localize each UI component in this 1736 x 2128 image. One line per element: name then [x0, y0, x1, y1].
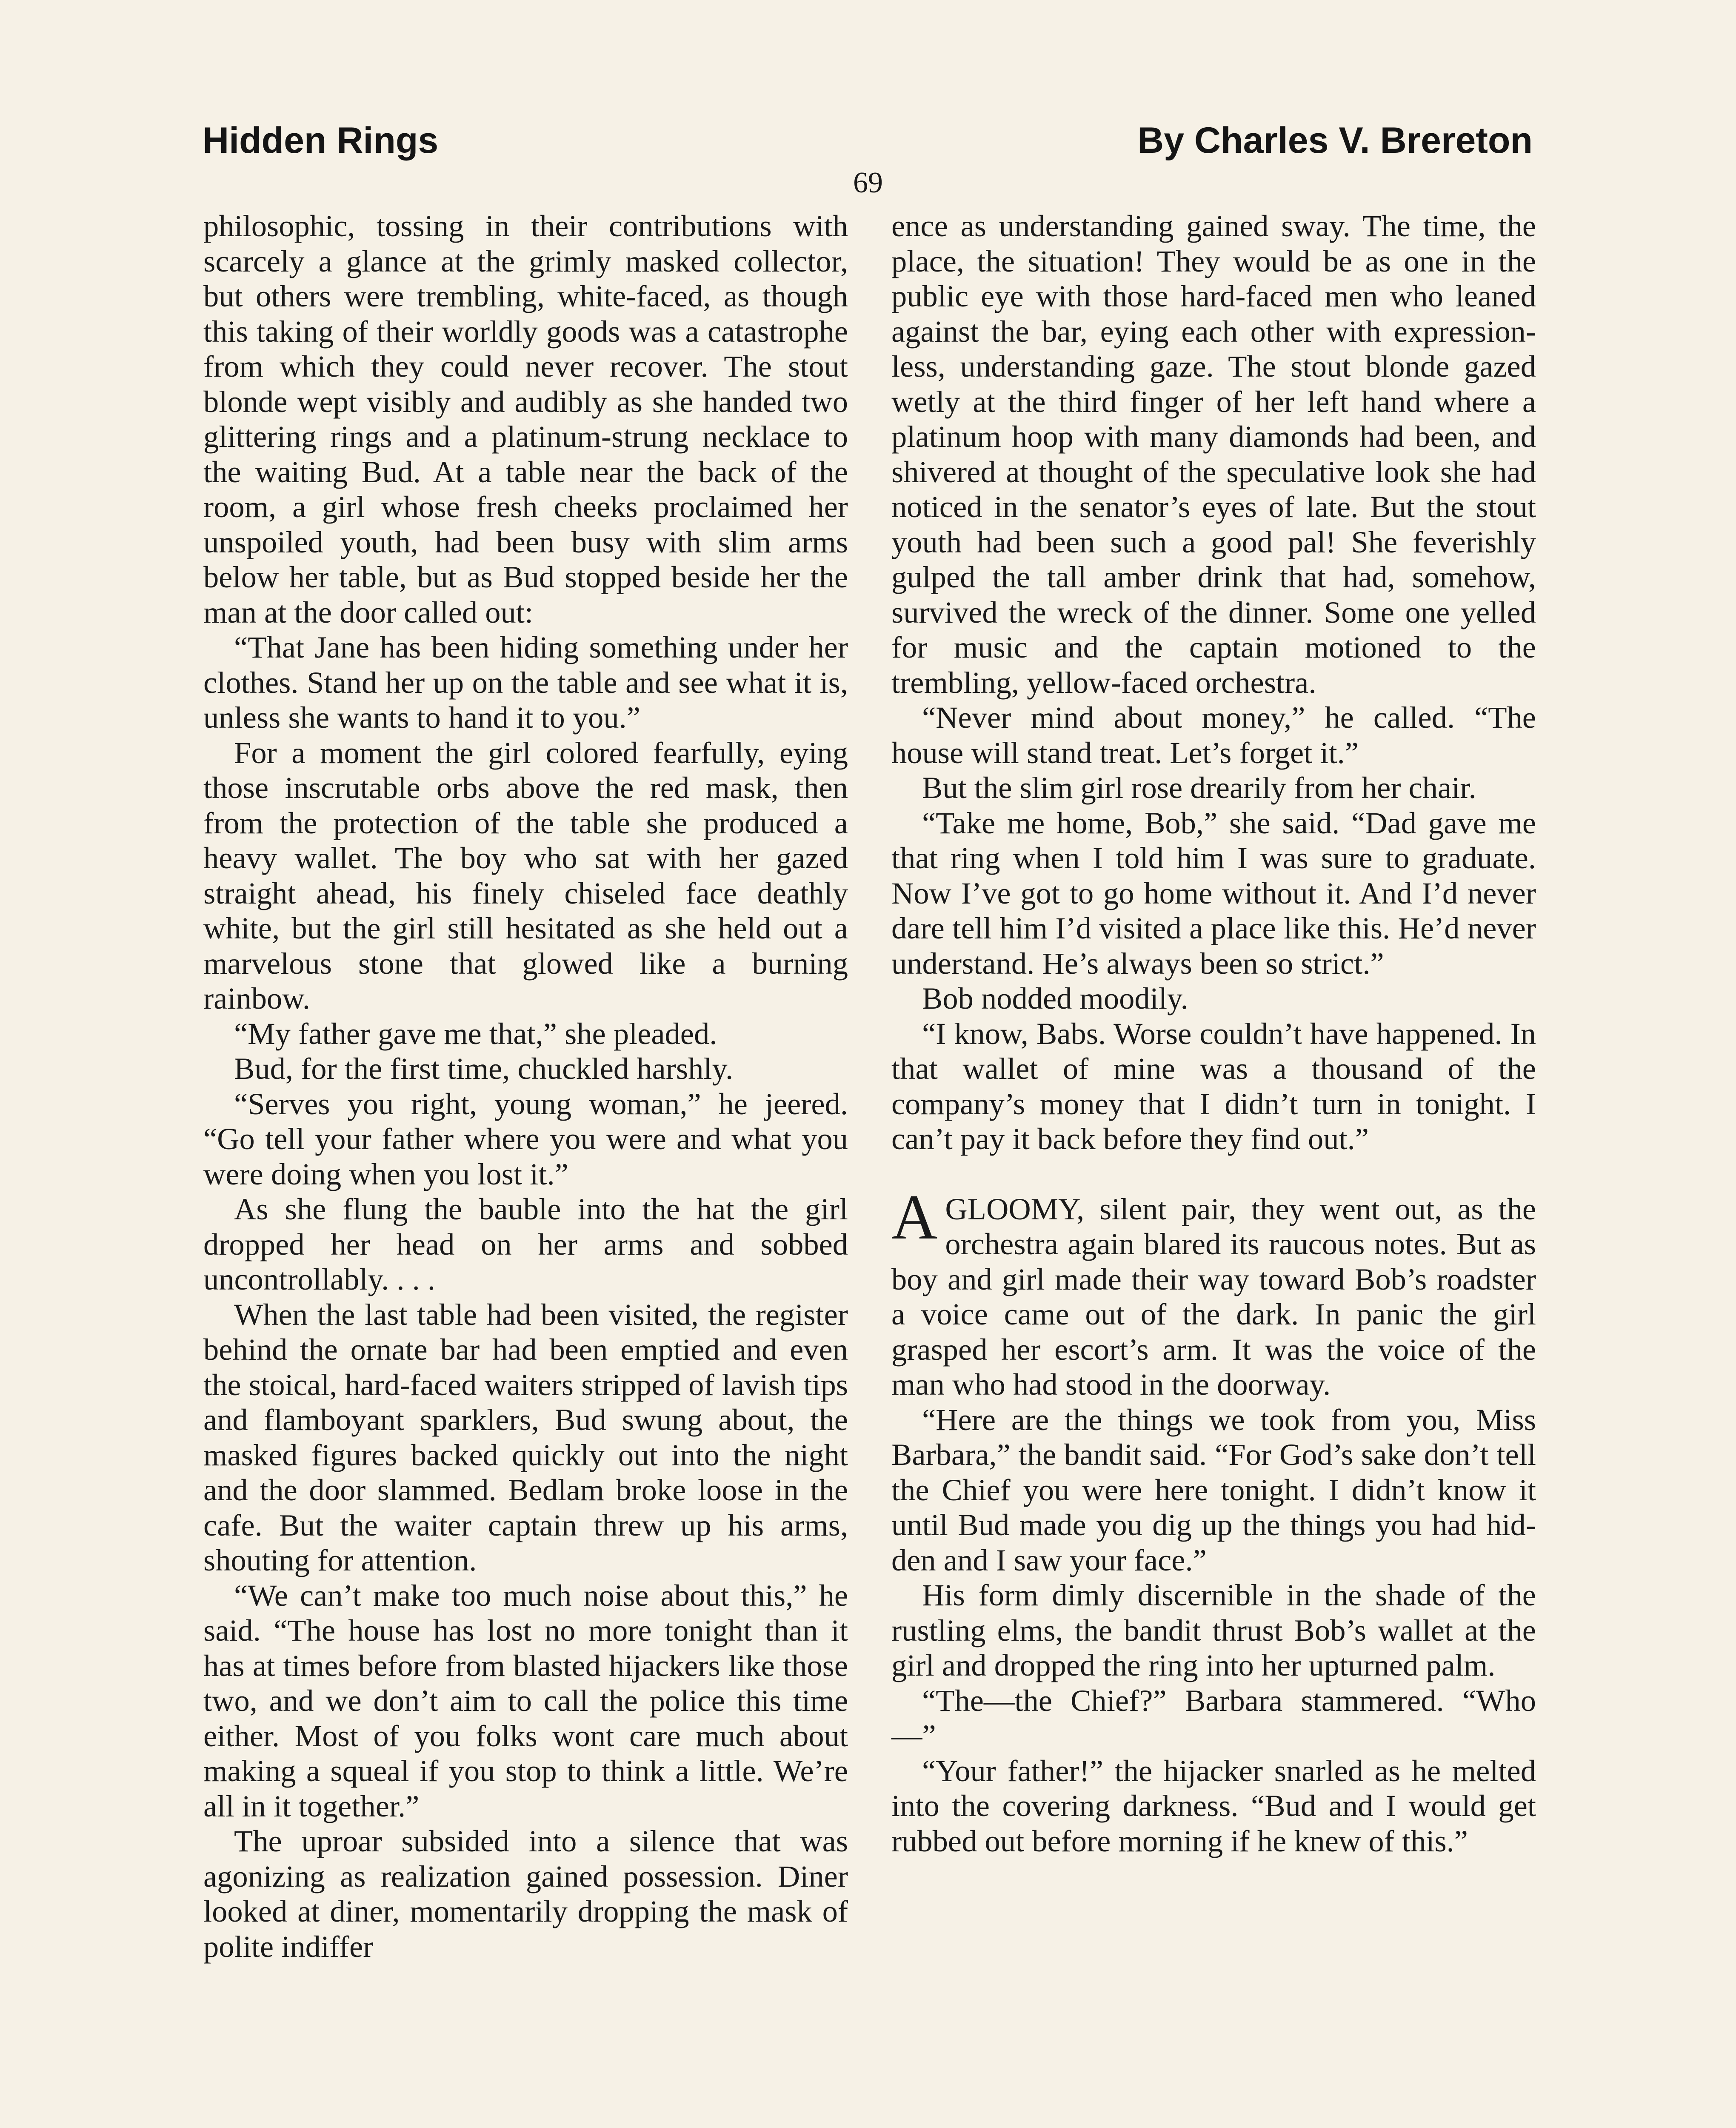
paragraph: “Your father!” the hijacker snarled as he melted into the covering darkness. “Bud and I would get rubbed out before morning if he knew of this.” — [891, 1753, 1536, 1858]
section-opening-text: GLOOMY, silent pair, they went out, as the orchestra again blared its raucous notes. But as boy and girl made their way toward Bob’s roadster a voice came out of the dark. In panic the girl grasped her escort’s arm. It was the voice of the man who had stood in the doorway. — [891, 1191, 1536, 1402]
section-opening-paragraph — [891, 1181, 1536, 1402]
paragraph: “Here are the things we took from you, Miss Barbara,” the bandit said. “For God’s sake don’t tell the Chief you were here tonight. I didn’t know it until Bud made you dig up the things you had hidden and I saw your face.” — [891, 1402, 1536, 1577]
author-byline: By Charles V. Brereton — [1137, 120, 1533, 161]
paragraph: “We can’t make too much noise about this,” he said. “The house has lost no more tonight than it has at times before from blasted hijackers like those two, and we don’t aim to call the police this time either. Most of you folks wont care much about making a squeal if you stop to think a little. We’re all in it together.” — [203, 1578, 848, 1823]
paragraph: Bob nodded moodily. — [922, 981, 1188, 1015]
paragraph: philosophic, tossing in their contributions with scarcely a glance at the grimly masked collector, but others were trembling, white-faced, as though this taking of their worldly goods was a catastrophe from which they could never recover. The stout blonde wept visibly and audibly as she handed two glittering rings and a platinum-strung necklace to the waiting Bud. At a table near the back of the room, a girl whose fresh cheeks proclaimed her unspoiled youth, had been busy with slim arms below her table, but as Bud stopped beside her the man at the door called out: — [203, 209, 848, 629]
paragraph: “That Jane has been hiding something under her clothes. Stand her up on the table and see what it is, unless she wants to hand it to you.” — [203, 630, 848, 735]
paragraph: Bud, for the first time, chuckled harshly. — [234, 1051, 734, 1086]
paragraph: For a moment the girl colored fearfully, eying those inscrutable orbs above the red mask, then from the protection of the table she produced a heavy wallet. The boy who sat with her gazed straight ahead, his finely chiseled face deathly white, but the girl still hesitated as she held out a marvelous stone that glowed like a burning rainbow. — [203, 735, 848, 1015]
paragraph: “Never mind about money,” he called. “The house will stand treat. Let’s forget it.” — [891, 700, 1536, 770]
drop-cap: A — [891, 1181, 938, 1253]
paragraph: “My father gave me that,” she pleaded. — [234, 1016, 717, 1051]
paragraph: “Take me home, Bob,” she said. “Dad gave me that ring when I told him I was sure to graduate. Now I’ve got to go home without it. And I’d never dare tell him I’d visited a place like this. He’d never understand. He’s always been so strict.” — [891, 805, 1536, 981]
paragraph: When the last table had been visited, the register behind the ornate bar had been emptied and even the stoical, hard-faced waiters stripped of lavish tips and flamboyant sparklers, Bud swung about, the masked figures backed quickly out into the night and the door slammed. Bedlam broke loose in the cafe. But the waiter captain threw up his arms, shouting for attention. — [203, 1297, 848, 1577]
paragraph: “I know, Babs. Worse couldn’t have happened. In that wallet of mine was a thousand of the company’s money that I didn’t turn in tonight. I can’t pay it back before they find out.” — [891, 1016, 1536, 1156]
page-number: 69 — [853, 166, 883, 199]
paragraph: “Serves you right, young woman,” he jeered. “Go tell your father where you were and what you were doing when you lost it.” — [203, 1086, 848, 1191]
right-column — [891, 209, 1536, 1859]
left-column — [203, 209, 848, 1964]
paragraph: “The—the Chief?” Barbara stammered. “Who—” — [891, 1683, 1536, 1753]
paragraph: His form dimly discernible in the shade of the rustling elms, the bandit thrust Bob’s wallet at the girl and dropped the ring into her upturned palm. — [891, 1578, 1536, 1682]
story-title: Hidden Rings — [203, 120, 439, 161]
paragraph: But the slim girl rose drearily from her chair. — [922, 770, 1476, 805]
paragraph: As she flung the bauble into the hat the girl dropped her head on her arms and sobbed uncontrollably. . . . — [203, 1192, 848, 1296]
paragraph: ence as understanding gained sway. The time, the place, the situation! They would be as one in the public eye with those hard-faced men who leaned against the bar, eying each other with expressionless, understanding gaze. The stout blonde gazed wetly at the third finger of her left hand where a platinum hoop with many diamonds had been, and shivered at thought of the speculative look she had noticed in the senator’s eyes of late. But the stout youth had been such a good pal! She feverishly gulped the tall amber drink that had, somehow, survived the wreck of the dinner. Some one yelled for music and the captain motioned to the trembling, yellow-faced orchestra. — [891, 209, 1536, 700]
paragraph: The uproar subsided into a silence that was agonizing as realization gained possession. Diner looked at diner, momentarily dropping the mask of polite indiffer — [203, 1824, 848, 1964]
